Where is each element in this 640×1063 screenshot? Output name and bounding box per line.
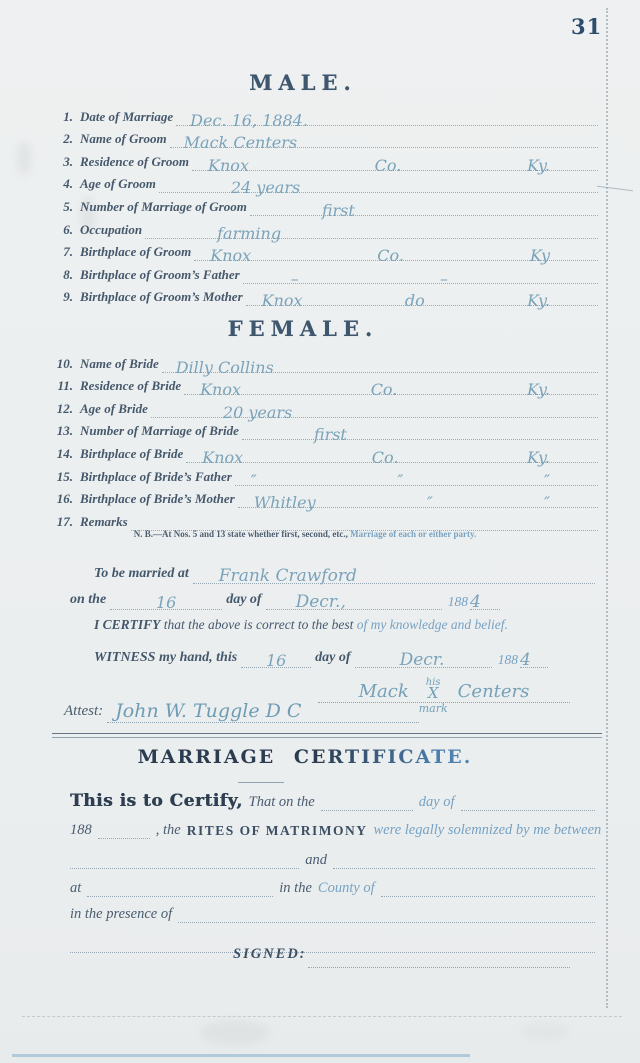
handwritten-text: 20 years — [222, 402, 293, 422]
field-line — [192, 147, 598, 175]
witness-month-blank — [355, 649, 492, 668]
continuation-blank — [70, 936, 595, 953]
ditto-mark: ″ — [544, 493, 550, 513]
field-number: 10. — [56, 355, 73, 371]
month-blank — [266, 591, 442, 610]
field-label: Remarks — [80, 513, 128, 529]
year-blank — [470, 591, 500, 610]
handwritten-text: Ky. — [527, 291, 550, 311]
comma-the: , the — [155, 822, 181, 838]
footnote-dark: N. B.—At Nos. 5 and 13 state whether first, second, etc., — [133, 529, 348, 539]
field-row-age-of-groom — [50, 171, 598, 198]
county-of: County of — [317, 880, 375, 896]
handwritten-text: first — [321, 200, 355, 220]
party-two-blank — [333, 852, 595, 869]
signed-label: SIGNED: — [233, 946, 307, 962]
ditto-mark: ″ — [426, 493, 433, 513]
county-blank — [381, 880, 595, 897]
next-page-edge — [12, 1054, 470, 1057]
on-the-date-row — [70, 586, 500, 610]
handwritten-text: 24 years — [230, 178, 301, 198]
field-row-date-of-marriage — [50, 103, 598, 130]
field-row-residence-of-groom — [50, 148, 598, 175]
place-blank-line — [193, 565, 595, 584]
witness-year-printed: 188 — [497, 652, 518, 667]
in-the: in the — [279, 880, 312, 896]
male-section-title: MALE. — [249, 70, 357, 95]
field-line — [131, 507, 598, 531]
section-divider — [52, 733, 602, 738]
presence-label: in the presence of — [70, 906, 173, 922]
and-word: and — [305, 852, 327, 868]
certify-text-faded: of my knowledge and belief. — [356, 617, 508, 632]
field-number: 17. — [56, 513, 73, 529]
field-label: Age of Bride — [80, 400, 148, 416]
witness-row — [94, 644, 548, 668]
field-number: 16. — [56, 491, 73, 507]
field-line — [184, 372, 598, 400]
x-mark-stack — [418, 677, 448, 715]
handwritten-text: Knox — [208, 155, 249, 175]
field-row-birthplace-brides-mother — [50, 486, 598, 513]
field-number: 7. — [63, 244, 73, 260]
that-on-the: That on the — [248, 794, 315, 810]
field-number: 11. — [57, 378, 73, 394]
field-label: Age of Groom — [80, 176, 156, 192]
ditto-mark: ″ — [397, 470, 404, 490]
field-label: Birthplace of Bride’s Father — [80, 468, 232, 484]
handwritten-value — [246, 291, 598, 310]
handwritten-text: Ky. — [527, 380, 550, 400]
field-label: Birthplace of Groom’s Father — [80, 266, 240, 282]
ditto-mark: ″ — [250, 470, 257, 490]
signature-first-name: Mack — [358, 681, 409, 702]
handwritten-text: Mack Centers — [183, 133, 298, 153]
female-fields — [50, 350, 598, 531]
certificate-line-3 — [70, 852, 595, 869]
handwritten-text: Ky. — [527, 447, 550, 467]
field-number: 2. — [63, 131, 73, 147]
field-row-birthplace-grooms-mother — [50, 284, 598, 311]
field-label: Birthplace of Groom’s Mother — [80, 289, 243, 305]
handwritten-text: Co. — [374, 155, 402, 175]
attest-row — [64, 700, 419, 723]
page-bottom-crease — [22, 1016, 622, 1017]
paper-smudge — [520, 1022, 570, 1042]
groom-signature-line — [318, 674, 570, 715]
field-number: 1. — [63, 108, 73, 124]
x-mark: X — [427, 684, 439, 702]
certify-statement — [94, 617, 508, 633]
field-label: Date of Marriage — [80, 108, 174, 124]
field-label: Name of Bride — [80, 355, 159, 371]
field-line — [159, 170, 598, 198]
month-blank — [461, 794, 595, 811]
day-of-label: day of — [226, 592, 262, 607]
officiant-signature-blank — [308, 967, 570, 968]
certificate-line-1 — [70, 791, 595, 811]
paper-smudge — [16, 140, 32, 176]
footnote-blue: Marriage of each or either party. — [350, 529, 477, 539]
male-fields — [50, 103, 598, 311]
handwritten-text: Dec. 16, 1884. — [190, 110, 308, 130]
page-number: 31 — [571, 14, 603, 39]
field-label: Birthplace of Bride — [80, 445, 184, 461]
handwritten-text: first — [313, 425, 347, 445]
ditto-mark: ″ — [544, 470, 550, 490]
field-number: 12. — [56, 400, 73, 416]
handwritten-text: Co. — [370, 380, 398, 400]
field-label: Number of Marriage of Groom — [80, 198, 247, 214]
year-prefix: 188 — [70, 822, 92, 838]
handwritten-text: do — [404, 291, 425, 311]
field-label: Residence of Bride — [80, 378, 182, 394]
certify-text: that the above is correct to the best — [163, 617, 354, 632]
certificate-line-6 — [70, 936, 595, 953]
handwritten-text: Knox — [200, 380, 242, 400]
page-binding-edge — [606, 8, 608, 1008]
field-number: 3. — [63, 153, 73, 169]
field-label: Residence of Groom — [80, 153, 190, 169]
field-number: 13. — [56, 423, 73, 439]
field-number: 5. — [63, 198, 73, 214]
year-blank — [98, 822, 150, 839]
this-is-to-certify: This is to Certify, — [70, 791, 243, 811]
handwritten-text: Knox — [261, 291, 303, 311]
witness-day-of-label: day of — [315, 650, 351, 665]
field-line — [186, 439, 598, 467]
party-one-blank — [70, 852, 299, 869]
attest-signature-line — [107, 700, 419, 723]
field-line — [194, 238, 598, 266]
location-blank — [87, 880, 273, 897]
field-number: 14. — [56, 445, 73, 461]
field-row-birthplace-grooms-father — [50, 261, 598, 288]
handwritten-text: Ky — [530, 246, 550, 266]
field-row-name-of-groom — [50, 126, 598, 153]
field-row-birthplace-brides-father — [50, 463, 598, 490]
to-be-married-label: To be married at — [94, 566, 189, 581]
to-be-married-row — [94, 558, 595, 584]
field-line — [242, 417, 598, 445]
edge-mark — [597, 186, 633, 191]
signature-last-name: Centers — [457, 681, 530, 702]
year-printed: 188 — [447, 594, 468, 609]
field-row-remarks — [50, 508, 598, 531]
witness-month-handwritten: Decr. — [399, 650, 445, 670]
field-row-number-of-marriage-bride — [50, 418, 598, 445]
field-line — [151, 394, 598, 422]
witness-text: my hand, this — [158, 650, 238, 665]
day-blank — [110, 591, 222, 610]
handwritten-text: Knox — [210, 246, 252, 266]
field-row-birthplace-of-groom — [50, 239, 598, 266]
handwritten-text: Knox — [202, 447, 244, 467]
handwritten-text: Ky. — [527, 155, 550, 175]
field-line — [170, 125, 598, 153]
field-line — [250, 192, 598, 220]
certify-caps: I CERTIFY — [94, 617, 161, 632]
handwritten-text: – — [290, 268, 299, 288]
handwritten-text: farming — [217, 223, 282, 243]
field-label: Birthplace of Groom — [80, 244, 192, 260]
field-number: 8. — [63, 266, 73, 282]
field-number: 6. — [63, 221, 73, 237]
field-label: Birthplace of Bride’s Mother — [80, 491, 235, 507]
field-line — [238, 485, 598, 513]
field-label: Occupation — [80, 221, 143, 237]
small-dash — [238, 782, 284, 783]
certificate-line-4 — [70, 880, 595, 897]
field-row-occupation — [50, 216, 598, 243]
field-row-name-of-bride — [50, 350, 598, 377]
rites-of-matrimony: RITES OF MATRIMONY — [186, 823, 368, 838]
witness-day-blank — [241, 649, 311, 668]
marriage-certificate-title: MARRIAGE CERTIFICATE. — [0, 746, 610, 768]
field-line — [243, 260, 598, 288]
attest-label: Attest: — [64, 703, 104, 719]
field-number: 9. — [63, 289, 73, 305]
witness-year-blank — [520, 649, 548, 668]
handwritten-text: Dilly Collins — [175, 357, 274, 377]
on-the-label: on the — [70, 592, 107, 607]
handwritten-text: Whitley — [253, 493, 316, 513]
certificate-line-2 — [70, 822, 602, 839]
field-label: Name of Groom — [80, 131, 167, 147]
field-line — [162, 349, 598, 377]
field-row-number-of-marriage-groom — [50, 193, 598, 220]
handwritten-text: – — [440, 268, 448, 288]
certificate-line-5 — [70, 906, 595, 923]
solemnized-text: were legally solemnized by me between — [373, 822, 602, 838]
field-number: 15. — [56, 468, 73, 484]
paper-smudge — [200, 1020, 270, 1046]
handwritten-text: Co. — [371, 447, 399, 467]
field-line — [176, 102, 598, 130]
field-row-residence-of-bride — [50, 373, 598, 400]
footnote — [0, 529, 610, 539]
at-word: at — [70, 880, 82, 896]
witnesses-blank — [178, 906, 595, 923]
field-line — [246, 283, 598, 311]
day-blank — [321, 794, 413, 811]
year-handwritten: 4 — [470, 592, 481, 612]
field-label: Number of Marriage of Bride — [80, 423, 239, 439]
attest-handwritten: John W. Tuggle D C — [115, 700, 302, 722]
female-section-title: FEMALE. — [227, 316, 379, 341]
witness-day-handwritten: 16 — [265, 651, 287, 670]
place-handwritten: Frank Crawford — [218, 566, 357, 586]
his-word: his — [425, 677, 441, 688]
field-row-birthplace-of-bride — [50, 440, 598, 467]
month-handwritten: Decr., — [295, 592, 346, 612]
field-row-age-of-bride — [50, 395, 598, 422]
mark-word: mark — [418, 702, 448, 715]
day-handwritten: 16 — [156, 593, 177, 612]
day-of-label: day of — [418, 794, 455, 810]
witness-caps: WITNESS — [94, 650, 156, 665]
witness-year-handwritten: 4 — [520, 650, 531, 670]
field-number: 4. — [63, 176, 73, 192]
field-line — [235, 462, 598, 490]
handwritten-text: Co. — [377, 246, 404, 266]
field-line — [145, 215, 598, 243]
